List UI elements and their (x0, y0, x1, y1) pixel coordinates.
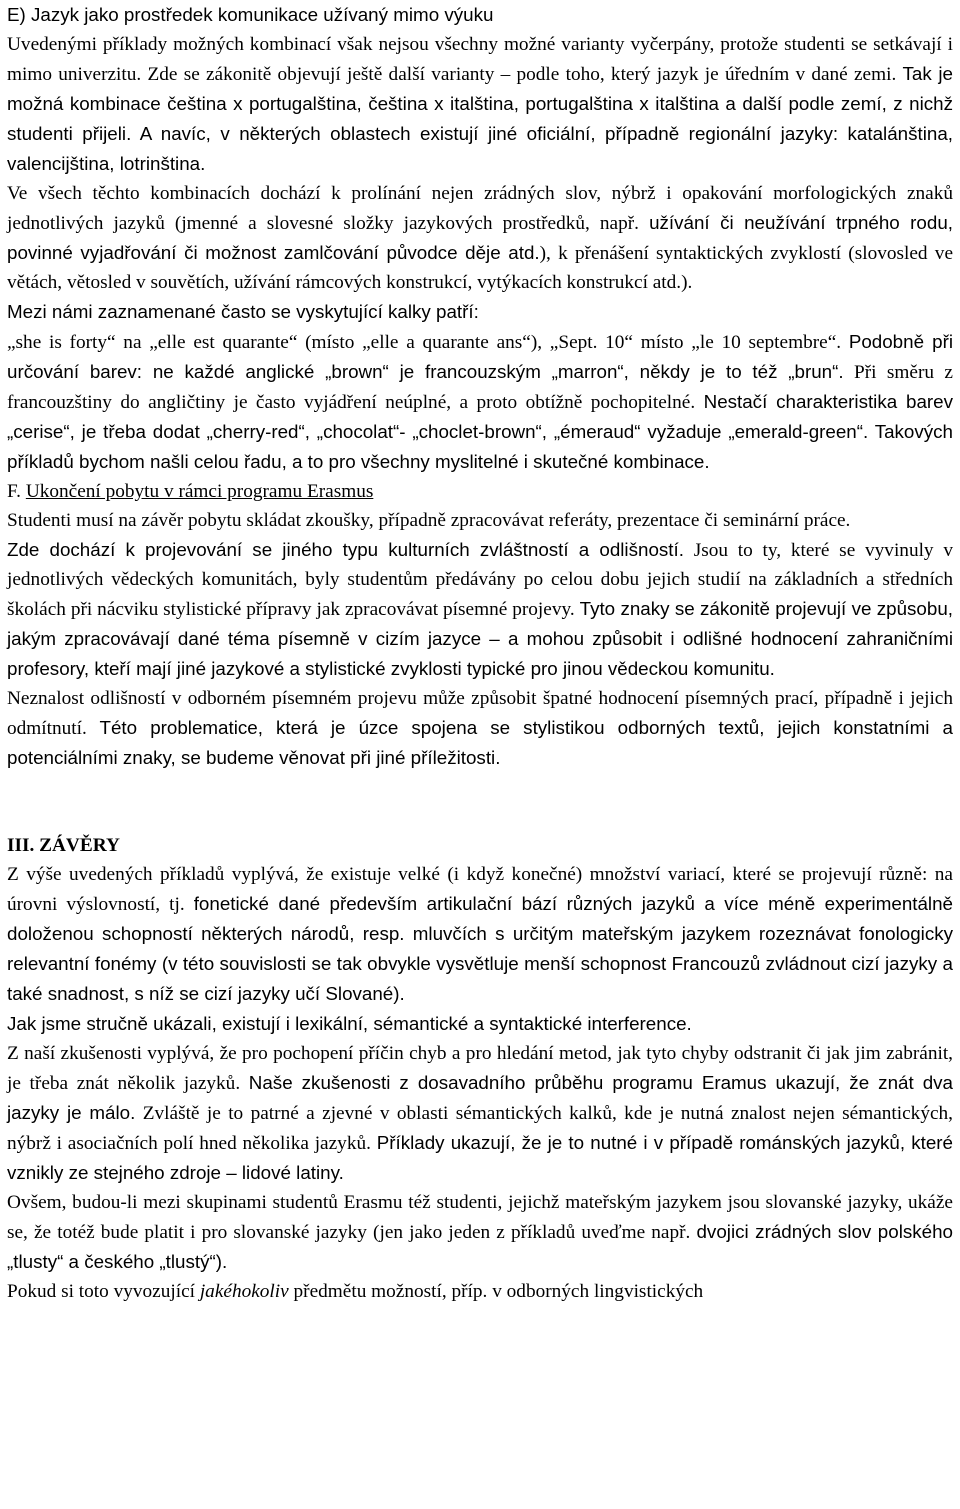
c-p1-serif: Z výše uvedených příkladů vyplývá, že existuje velké (i když konečné) množství variací, které se projevují různě: na úrovni výslovností, tj. (7, 864, 953, 915)
conclusion-paragraph-1 (7, 860, 953, 1009)
conclusion-title: III. ZÁVĚRY (7, 835, 120, 856)
c-p1-sans: fonetické dané především artikulační bází různých jazyků a více méně experimentálně doloženou schopností některých národů, resp. mluvčích s určitým mateřským jazykem rozeznávat fonologicky relevantní fonémy (v této souvislosti se tak obvykle vysvětluje menší schopnost Francouzů zvládnout cizí jazyky a také snadnost, s níž se cizí jazyky učí Slované). (7, 893, 953, 1004)
f-p3-serif: Neznalost odlišností v odborném písemném projevu může způsobit špatné hodnocení písemných prací, případně i jejich odmítnutí. (7, 688, 953, 739)
f-p2-serif: Jsou to ty, které se vyvinuly v jednotlivých vědeckých komunitách, byly studentům předávány po celou dobu jejich studií na základních a středních školách při nácviku stylistické přípravy jak zpracovávat písemné projevy. (7, 540, 953, 620)
c-p4-serif: Ovšem, budou-li mezi skupinami studentů Erasmu též studenti, jejichž mateřským jazykem jsou slovanské jazyky, ukáže se, že totéž bude platit i pro slovanské jazyky (jen jako jeden z příkladů uveďme např. (7, 1192, 953, 1243)
c-p2: Jak jsme stručně ukázali, existují i lexikální, sémantické a syntaktické interference. (7, 1013, 692, 1034)
section-f-letter: F. (7, 481, 21, 502)
p4-sans-a: Podobně při určování barev: ne každé anglické „brown“ je francouzským „marron“, někdy je to též „brun“. (7, 331, 953, 382)
section-e-paragraph-3 (7, 297, 953, 327)
p4-serif-b: Při směru z francouzštiny do angličtiny je často vyjádření neúplné, a proto obtížně pochopitelné. (7, 362, 953, 413)
p2-serif-a: Ve všech těchto kombinacích dochází k prolínání nejen zrádných slov, nýbrž i opakování morfologických znaků jednotlivých jazyků (jmenné a slovesné složky jazykových prostředků, např. (7, 183, 953, 234)
f-p3-sans: Této problematice, která je úzce spojena se stylistikou odborných textů, jejich konstatními a potenciálními znaky, se budeme věnovat při jiné příležitosti. (7, 717, 953, 768)
p1-serif: Uvedenými příklady možných kombinací však nejsou všechny možné varianty vyčerpány, protože studenti se setkávají i mimo univerzitu. Zde se zákonitě objevují ještě další varianty – podle toho, který jazyk je úředním v dané zemi. (7, 34, 953, 85)
c-p4-sans: dvojici zrádných slov polského „tlusty“ a českého „tlustý“). (7, 1221, 953, 1272)
section-f-paragraph-2 (7, 535, 953, 684)
f-p2-sans-b: Tyto znaky se zákonitě projevují ve způsobu, jakým zpracovávají dané téma písemně v cizím jazyce – a mohou způsobit i odlišné hodnocení zahraničními profesory, kteří mají jiné jazykové a stylistické zvyklosti typické pro jinou vědeckou komunitu. (7, 598, 953, 679)
section-f-title: Ukončení pobytu v rámci programu Erasmus (25, 481, 374, 502)
section-e-heading (7, 0, 953, 30)
conclusion-paragraph-3 (7, 1039, 953, 1188)
section-e-paragraph-1 (7, 30, 953, 179)
section-f-heading (7, 477, 953, 506)
conclusion-paragraph-2 (7, 1009, 953, 1039)
conclusion-heading (7, 831, 953, 860)
p4-serif-a: „she is forty“ na „elle est quarante“ (místo „elle a quarante ans“), „Sept. 10“ místo „le 10 septembre“. (7, 332, 842, 353)
p4-sans-b: Nestačí charakteristika barev „cerise“, je třeba dodat „cherry-red“, „chocolat“- „choclet-brown“, „émeraud“ vyžaduje „emerald-green“. Takových příkladů bychom našli celou řadu, a to pro všechny myslitelné i skutečné kombinace. (7, 391, 953, 472)
c-p3-sans-b: Příklady ukazují, že je to nutné i v případě románských jazyků, které vznikly ze stejného zdroje – lidové latiny. (7, 1132, 953, 1183)
c-p5-b: předmětu možností, příp. v odborných lingvistických (293, 1281, 704, 1302)
p1-sans: Tak je možná kombinace čeština x portugalština, čeština x italština, portugalština x italština a další podle zemí, z nichž studenti přijeli. A navíc, v některých oblastech existují jiné oficiální, případně regionální jazyky: katalánština, valencijština, lotrinština. (7, 63, 953, 174)
p2-serif-b: ), k přenášení syntaktických zvyklostí (slovosled ve větách, větosled v souvětích, užívání rámcových konstrukcí, vytýkacích konstrukcí atd.). (7, 243, 953, 293)
p3-sans: Mezi námi zaznamenané často se vyskytující kalky patří: (7, 301, 479, 322)
f-p2-sans-a: Zde dochází k projevování se jiného typu kulturních zvláštností a odlišností. (7, 539, 684, 560)
c-p3-serif-a: Z naší zkušenosti vyplývá, že pro pochopení příčin chyb a pro hledání metod, jak tyto chyby odstranit či jak jim zabránit, je třeba znát několik jazyků. (7, 1043, 953, 1094)
section-spacer (7, 773, 953, 831)
section-e-title: E) Jazyk jako prostředek komunikace užívaný mimo výuku (7, 4, 494, 25)
section-e-paragraph-2 (7, 179, 953, 297)
conclusion-paragraph-4 (7, 1188, 953, 1277)
section-f-paragraph-1 (7, 506, 953, 535)
c-p5-a: Pokud si toto vyvozující (7, 1281, 195, 1302)
p2-sans: užívání či neužívání trpného rodu, povinné vyjadřování či možnost zamlčování původce děje atd. (7, 212, 953, 263)
f-p1: Studenti musí na závěr pobytu skládat zkoušky, případně zpracovávat referáty, prezentace či seminární práce. (7, 510, 851, 531)
section-e-paragraph-4 (7, 327, 953, 477)
c-p5-italic: jakéhokoliv (199, 1281, 289, 1302)
c-p3-sans-a: Naše zkušenosti z dosavadního průběhu programu Eramus ukazují, že znát dva jazyky je málo. (7, 1072, 953, 1123)
section-f-paragraph-3 (7, 684, 953, 773)
c-p3-serif-b: Zvláště je to patrné a zjevné v oblasti sémantických kalků, kde je nutná znalost nejen sémantických, nýbrž i asociačních polí hned několika jazyků. (7, 1103, 953, 1154)
conclusion-paragraph-5 (7, 1277, 953, 1306)
